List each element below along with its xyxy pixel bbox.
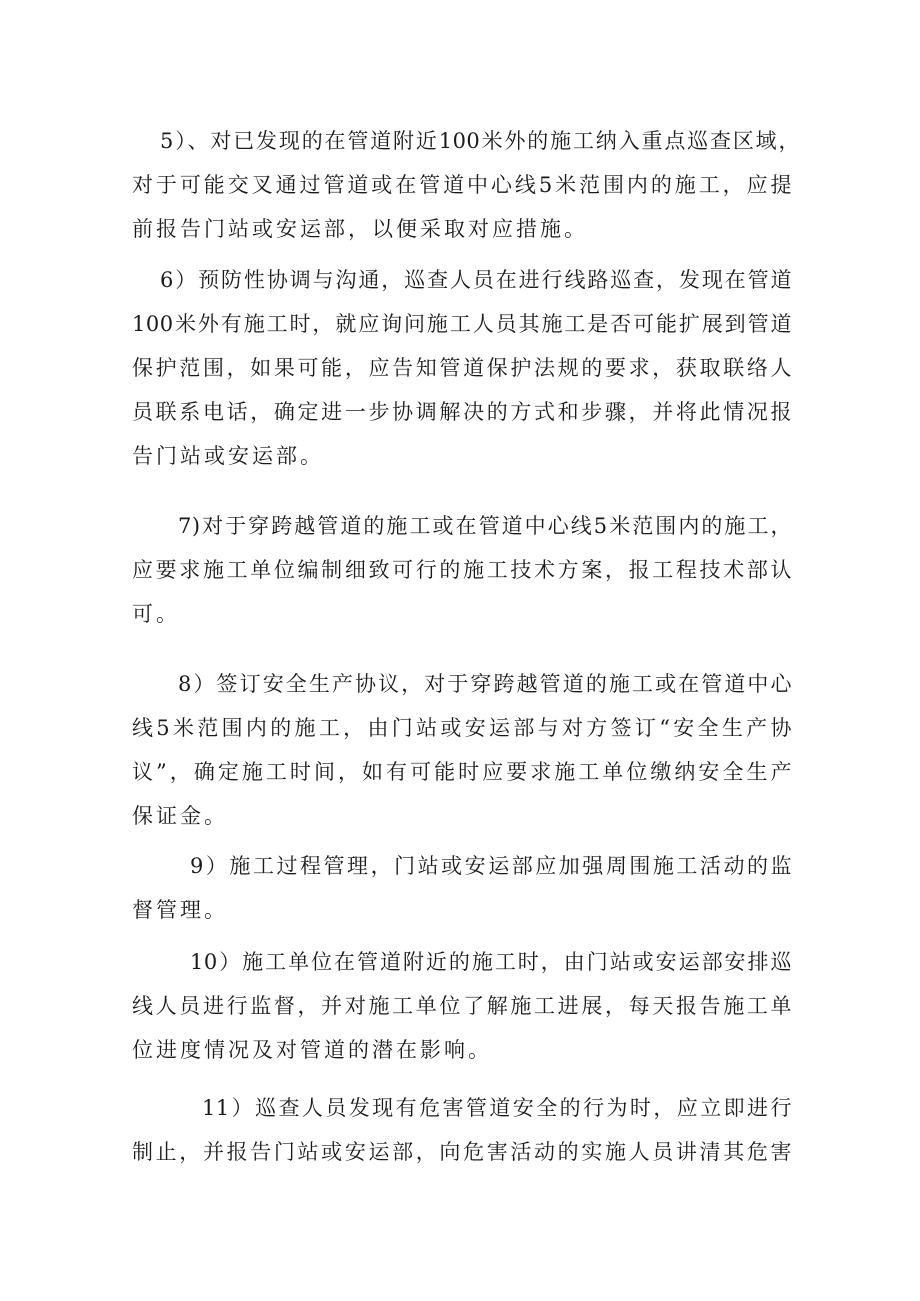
paragraph-line: 9）施工过程管理，门站或安运部应加强周围施工活动的监 — [190, 854, 792, 878]
paragraph-line: 告门站或安运部。 — [132, 444, 324, 468]
paragraph-line: 100米外有施工时，就应询问施工人员其施工是否可能扩展到管道 — [132, 312, 792, 336]
paragraph-line: 对于可能交叉通过管道或在管道中心线5米范围内的施工，应提 — [132, 173, 792, 197]
paragraph-line: 应要求施工单位编制细致可行的施工技术方案，报工程技术部认 — [132, 558, 792, 582]
paragraph-line: 位进度情况及对管道的潜在影响。 — [132, 1038, 492, 1062]
paragraph-line: 议”，确定施工时间，如有可能时应要求施工单位缴纳安全生产 — [132, 760, 792, 784]
paragraph-line: 可。 — [132, 602, 180, 626]
paragraph-line: 7)对于穿跨越管道的施工或在管道中心线5米范围内的施工， — [178, 514, 792, 538]
paragraph-line: 督管理。 — [132, 898, 228, 922]
paragraph-line: 11）巡查人员发现有危害管道安全的行为时，应立即进行 — [202, 1096, 792, 1120]
paragraph-line: 线5米范围内的施工，由门站或安运部与对方签订“安全生产协 — [132, 716, 792, 740]
paragraph-line: 8）签订安全生产协议，对于穿跨越管道的施工或在管道中心 — [178, 672, 792, 696]
paragraph-line: 员联系电话，确定进一步协调解决的方式和步骤，并将此情况报 — [132, 400, 792, 424]
paragraph-line: 制止，并报告门站或安运部，向危害活动的实施人员讲清其危害 — [132, 1140, 792, 1164]
paragraph-line: 5）、对已发现的在管道附近100米外的施工纳入重点巡查区域， — [160, 129, 800, 153]
paragraph-line: 10）施工单位在管道附近的施工时，由门站或安运部安排巡 — [190, 950, 792, 974]
paragraph-line: 前报告门站或安运部，以便采取对应措施。 — [132, 217, 588, 241]
paragraph-line: 线人员进行监督，并对施工单位了解施工进展，每天报告施工单 — [132, 994, 792, 1018]
paragraph-line: 保证金。 — [132, 804, 228, 828]
paragraph-line: 6）预防性协调与沟通，巡查人员在进行线路巡查，发现在管道 — [160, 268, 792, 292]
paragraph-line: 保护范围，如果可能，应告知管道保护法规的要求，获取联络人 — [132, 356, 792, 380]
